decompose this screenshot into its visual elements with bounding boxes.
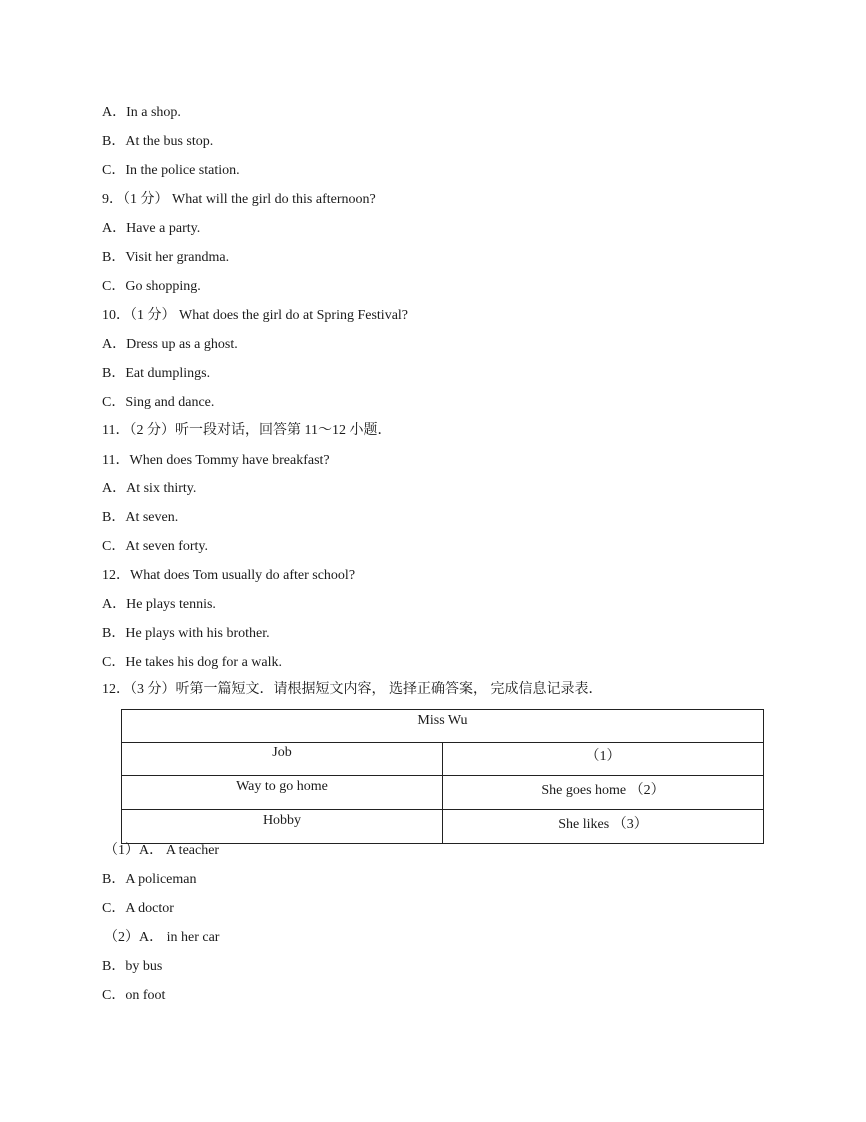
question-10: 10．（1 分） What does the girl do at Spring Festival? [102, 308, 409, 323]
option-c: C．He takes his dog for a walk. [102, 655, 283, 670]
table-row [122, 776, 764, 810]
option-a: A．In a shop. [102, 105, 181, 120]
table-cell-value: （1） [443, 743, 764, 776]
option-b: B．Eat dumplings. [102, 366, 211, 381]
sub-question-1-option-a: （1）A． A teacher [104, 843, 220, 858]
table-cell-label: Way to go home [122, 776, 443, 810]
option-c: C．In the police station. [102, 163, 240, 178]
option-c: C．A doctor [102, 901, 174, 916]
question-12: 12．What does Tom usually do after school? [102, 568, 356, 583]
option-a: A．Dress up as a ghost. [102, 337, 238, 352]
option-b: B．He plays with his brother. [102, 626, 270, 641]
option-a: A．Have a party. [102, 221, 201, 236]
option-a: A．At six thirty. [102, 481, 197, 496]
table-title-row [122, 710, 764, 743]
option-c: C．Sing and dance. [102, 395, 215, 410]
sub-question-2-option-a: （2）A． in her car [104, 930, 220, 945]
info-record-table [121, 709, 764, 844]
question-9: 9．（1 分） What will the girl do this afternoon? [102, 192, 376, 207]
table-title: Miss Wu [122, 710, 764, 743]
table-cell-value: She likes （3） [443, 810, 764, 844]
table-row [122, 810, 764, 844]
table-cell-label: Job [122, 743, 443, 776]
question-12-header: 12．（3 分）听第一篇短文．请根据短文内容， 选择正确答案， 完成信息记录表． [102, 682, 603, 697]
table-cell-value: She goes home （2） [443, 776, 764, 810]
option-c: C．At seven forty. [102, 539, 209, 554]
option-b: B．A policeman [102, 872, 197, 887]
option-b: B．Visit her grandma. [102, 250, 230, 265]
table-cell-label: Hobby [122, 810, 443, 844]
option-c: C．Go shopping. [102, 279, 201, 294]
question-11: 11．When does Tommy have breakfast? [102, 453, 330, 468]
option-b: B．At the bus stop. [102, 134, 214, 149]
option-a: A．He plays tennis. [102, 597, 216, 612]
question-11-header: 11．（2 分）听一段对话，回答第 11～12 小题． [102, 423, 392, 438]
option-c: C．on foot [102, 988, 166, 1003]
option-b: B．by bus [102, 959, 163, 974]
table-row [122, 743, 764, 776]
option-b: B．At seven. [102, 510, 179, 525]
